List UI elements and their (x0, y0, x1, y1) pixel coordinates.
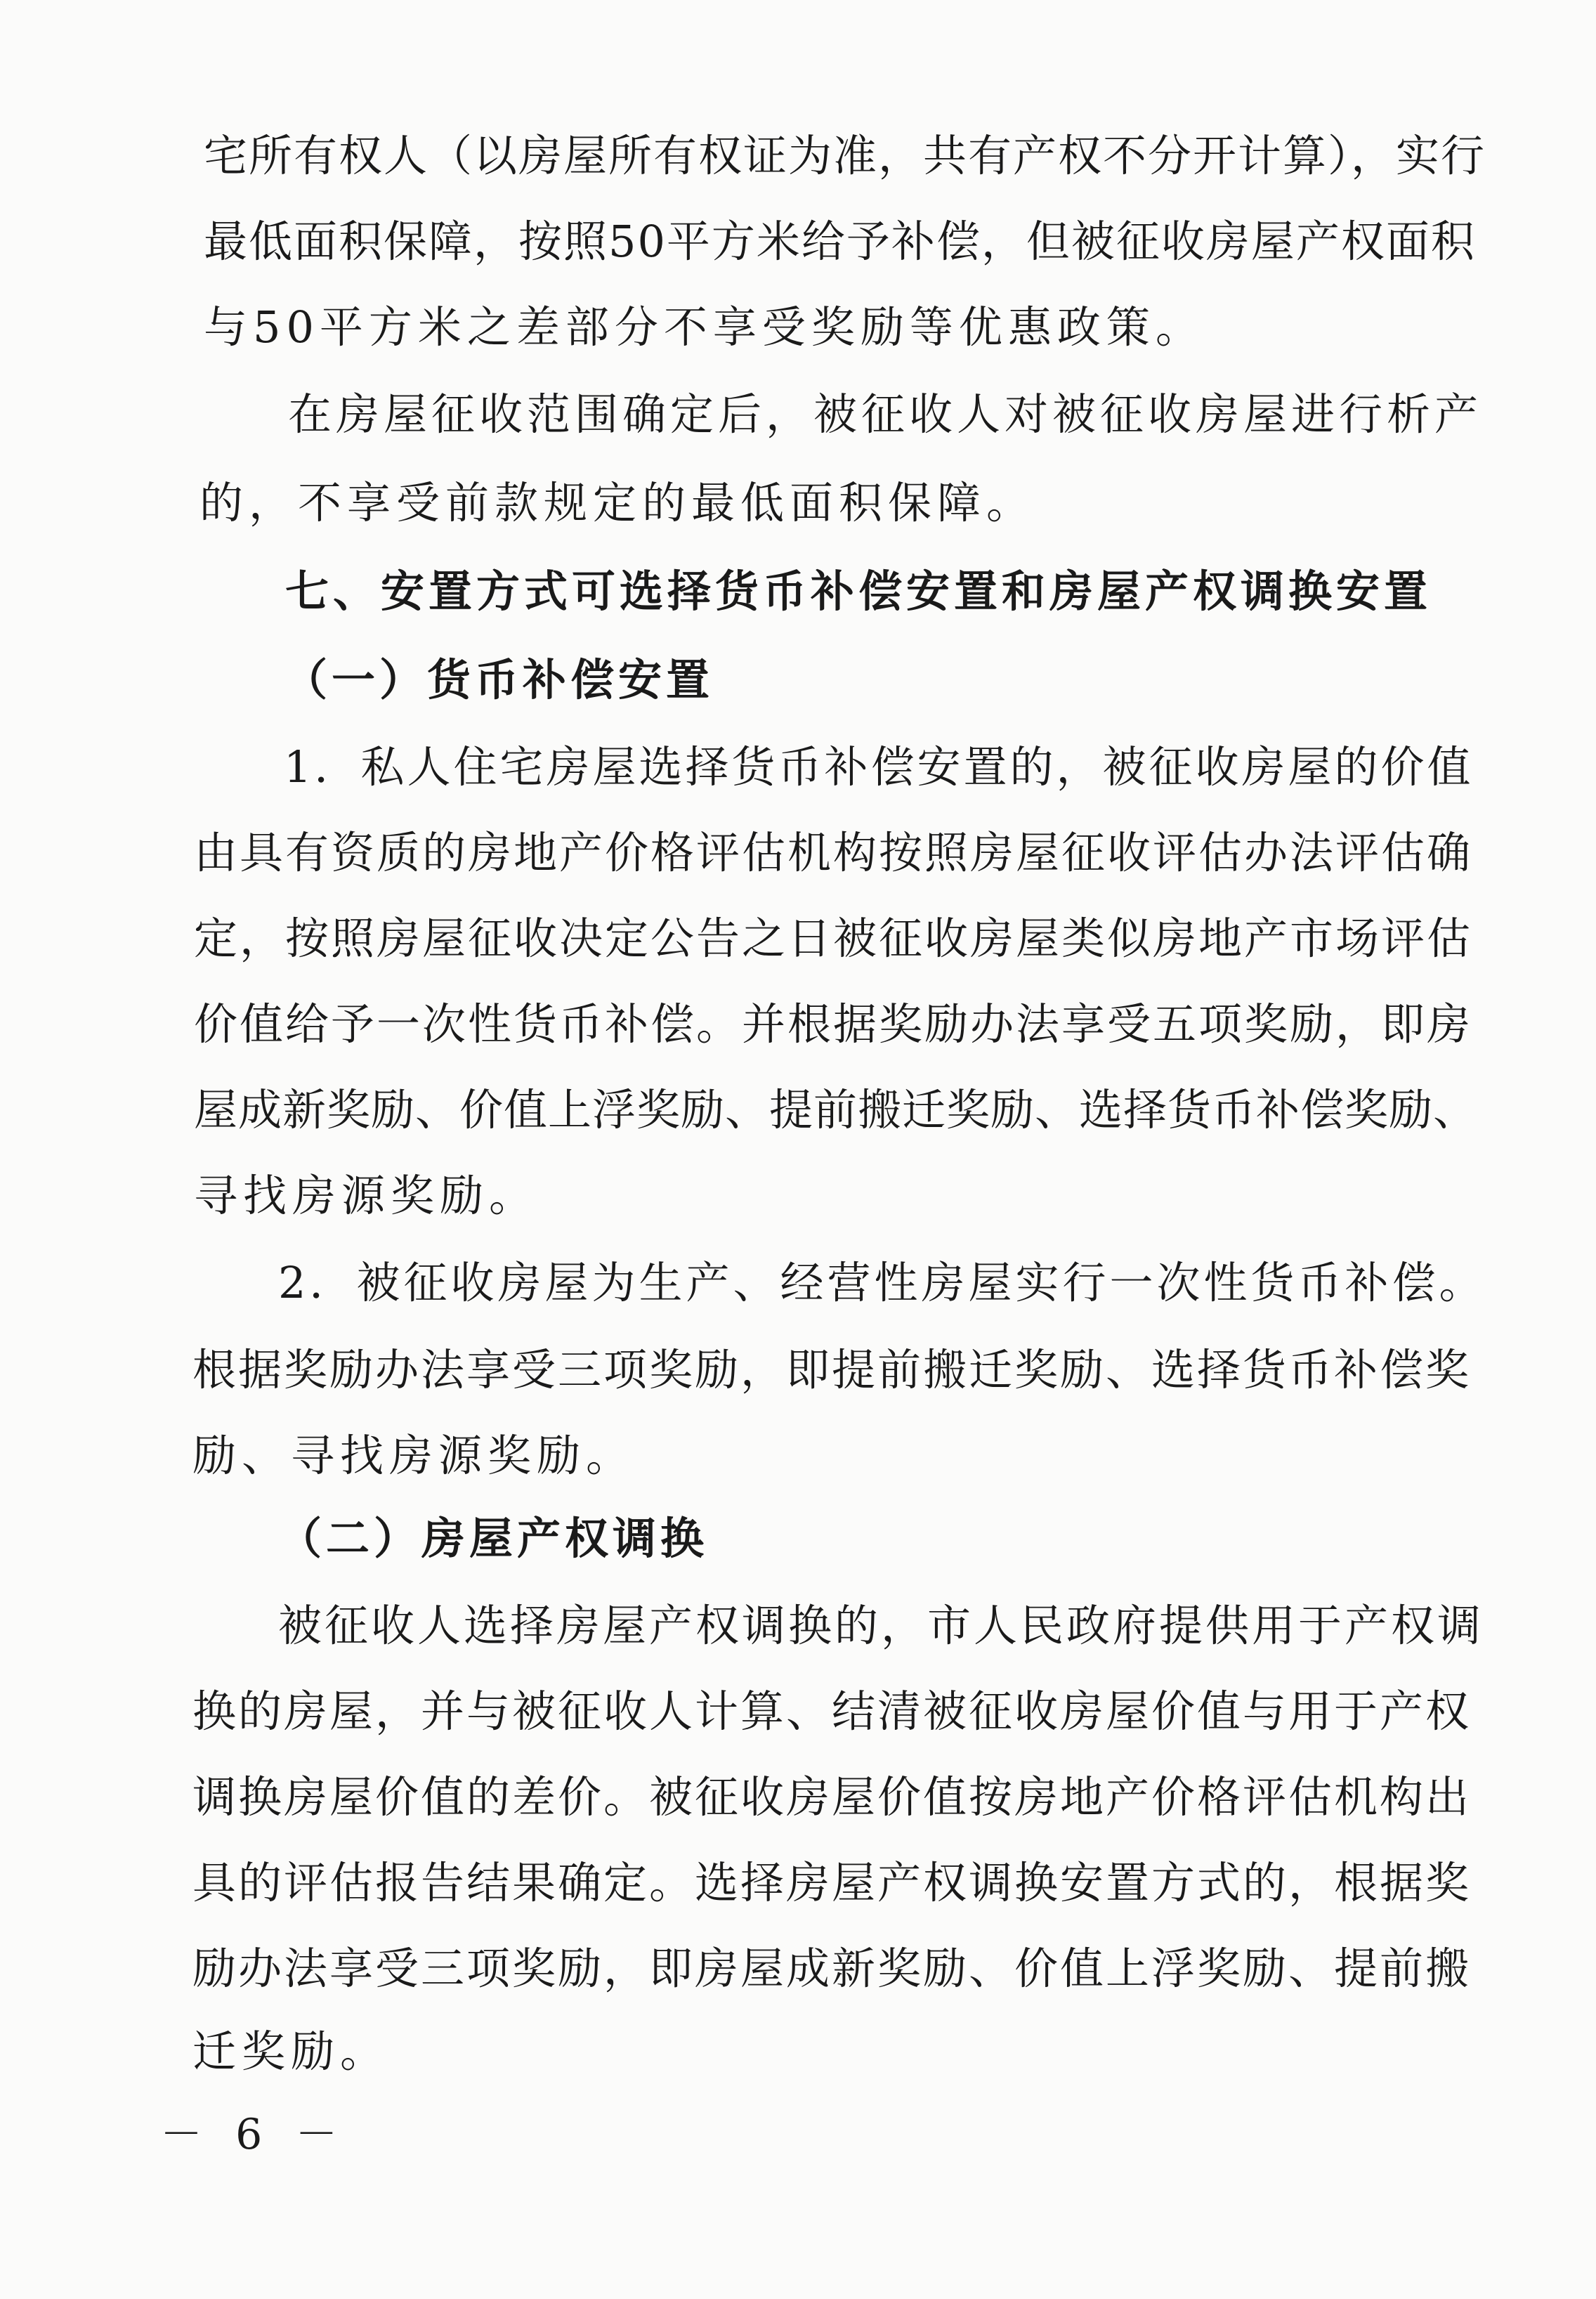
text-line: 被征收人选择房屋产权调换的，市人民政府提供用于产权调 (278, 1600, 1484, 1651)
text-line: 在房屋征收范围确定后，被征收人对被征收房屋进行析产 (288, 389, 1483, 440)
text-line: 与50平方米之差部分不享受奖励等优惠政策。 (204, 301, 1205, 353)
text-line: 最低面积保障，按照50平方米给予补偿，但被征收房屋产权面积 (204, 216, 1476, 267)
text-line: 换的房屋，并与被征收人计算、结清被征收房屋价值与用于产权 (192, 1686, 1472, 1737)
section-heading: 七、安置方式可选择货币补偿安置和房屋产权调换安置 (285, 566, 1432, 617)
text-line: 1．私人住宅房屋选择货币补偿安置的，被征收房屋的价值 (284, 741, 1474, 793)
text-line: 根据奖励办法享受三项奖励，即提前搬迁奖励、选择货币补偿奖 (192, 1344, 1472, 1395)
text-line: 励、寻找房源奖励。 (192, 1430, 636, 1481)
text-line: 由具有资质的房地产价格评估机构按照房屋征收评估办法评估确 (194, 827, 1473, 878)
text-line: 屋成新奖励、价值上浮奖励、提前搬迁奖励、选择货币补偿奖励、 (194, 1084, 1478, 1135)
text-line: 具的评估报告结果确定。选择房屋产权调换安置方式的，根据奖 (192, 1857, 1472, 1908)
text-line: 调换房屋价值的差价。被征收房屋价值按房地产价格评估机构出 (192, 1771, 1472, 1823)
text-line: 励办法享受三项奖励，即房屋成新奖励、价值上浮奖励、提前搬 (192, 1943, 1472, 1994)
text-line: 定，按照房屋征收决定公告之日被征收房屋类似房地产市场评估 (194, 913, 1473, 964)
text-line: 寻找房源奖励。 (194, 1170, 539, 1221)
text-line: 迁奖励。 (192, 2026, 390, 2077)
subsection-heading: （一）货币补偿安置 (284, 654, 714, 705)
page-number: － 6 － (160, 2110, 348, 2159)
text-line: 价值给予一次性货币补偿。并根据奖励办法享受五项奖励，即房 (194, 998, 1473, 1050)
text-line: 的，不享受前款规定的最低面积保障。 (200, 477, 1036, 528)
subsection-heading: （二）房屋产权调换 (278, 1513, 709, 1564)
text-line: 宅所有权人（以房屋所有权证为准，共有产权不分开计算），实行 (204, 130, 1486, 181)
text-line: 2．被征收房屋为生产、经营性房屋实行一次性货币补偿。 (278, 1257, 1486, 1308)
